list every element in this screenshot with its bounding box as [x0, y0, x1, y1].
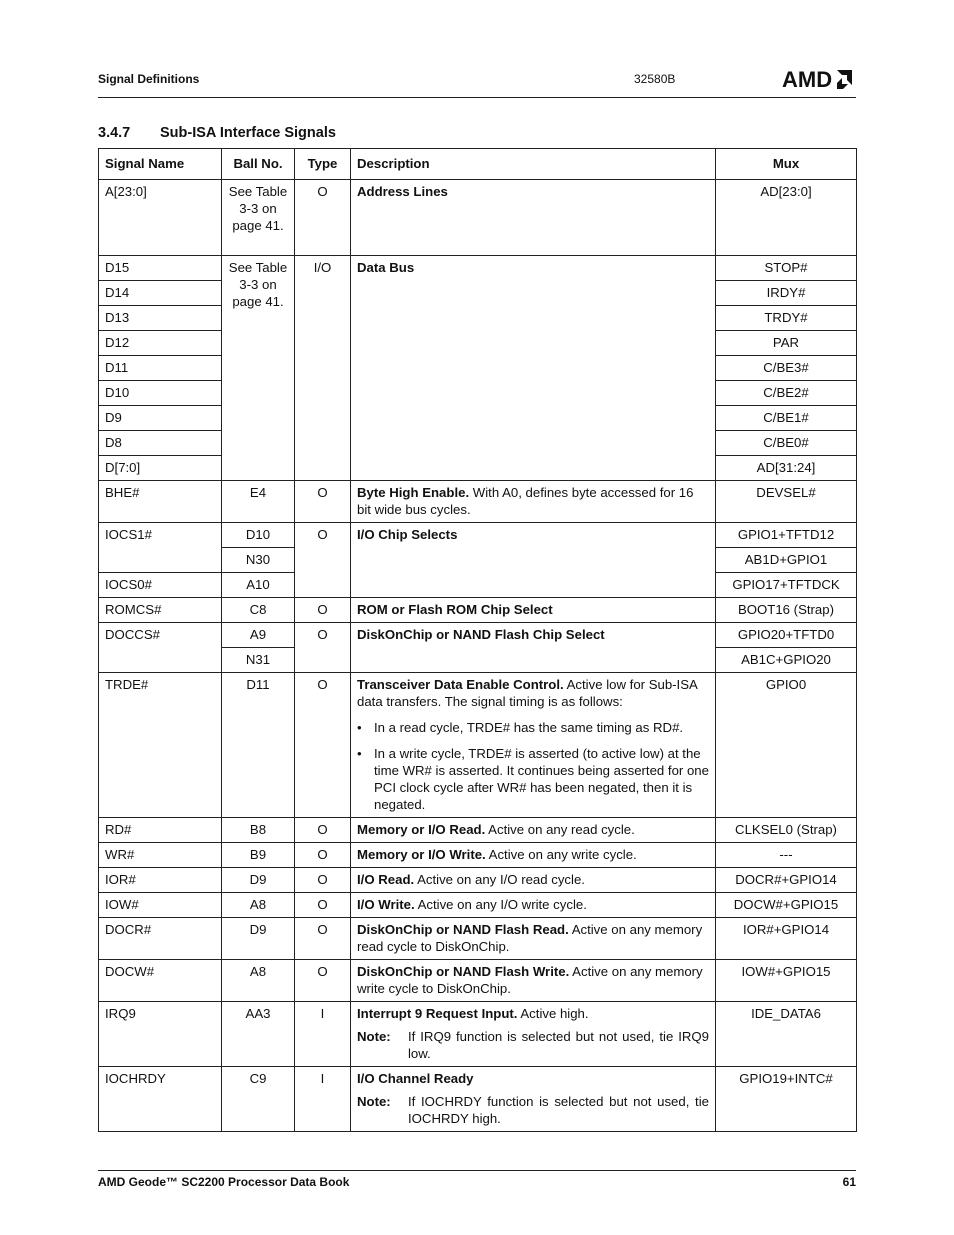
signal-name: DOCW#: [99, 960, 222, 1002]
description: [351, 868, 716, 893]
signal-name: TRDE#: [99, 673, 222, 818]
mux: IOR#+GPIO14: [716, 918, 857, 960]
description-bold: Data Bus: [357, 260, 415, 275]
signal-name: D8: [99, 431, 222, 456]
mux: STOP#: [716, 256, 857, 281]
signal-name: D[7:0]: [99, 456, 222, 481]
signal-table: [98, 148, 857, 1132]
description-text: Active on any I/O write cycle.: [414, 897, 587, 912]
table-row: [99, 598, 857, 623]
table-row: [99, 256, 857, 281]
signal-name: D9: [99, 406, 222, 431]
mux: AD[31:24]: [716, 456, 857, 481]
mux: GPIO19+INTC#: [716, 1067, 857, 1132]
signal-type: O: [295, 673, 351, 818]
description: [351, 918, 716, 960]
table-row: [99, 673, 857, 818]
description: [351, 893, 716, 918]
description-bold: I/O Write.: [357, 897, 415, 912]
bullet-item: [357, 745, 709, 813]
table-row: [99, 868, 857, 893]
signal-name: A[23:0]: [99, 180, 222, 256]
description-bold: DiskOnChip or NAND Flash Chip Select: [357, 627, 605, 642]
note: [357, 1093, 709, 1127]
mux: IDE_DATA6: [716, 1002, 857, 1067]
ball-no: D9: [222, 868, 295, 893]
col-header-signal-name: Signal Name: [99, 149, 222, 180]
description: [351, 1067, 716, 1132]
description-text: Active on any read cycle.: [485, 822, 635, 837]
bullet-icon: •: [357, 746, 362, 761]
mux: AD[23:0]: [716, 180, 857, 256]
mux: C/BE2#: [716, 381, 857, 406]
running-header-title: Signal Definitions: [98, 72, 200, 86]
description-bold: Transceiver Data Enable Control.: [357, 677, 564, 692]
ball-no: A8: [222, 893, 295, 918]
footer-book-title: AMD Geode™ SC2200 Processor Data Book: [98, 1175, 350, 1189]
mux: IOW#+GPIO15: [716, 960, 857, 1002]
signal-type: O: [295, 598, 351, 623]
bullet-icon: •: [357, 720, 362, 735]
note: [357, 1028, 709, 1062]
signal-name: D12: [99, 331, 222, 356]
mux: BOOT16 (Strap): [716, 598, 857, 623]
note-label: Note:: [357, 1094, 391, 1109]
description-bold: Address Lines: [357, 184, 448, 199]
col-header-description: Description: [351, 149, 716, 180]
description: [351, 481, 716, 523]
ball-no: See Table 3-3 on page 41.: [222, 256, 295, 481]
mux: C/BE1#: [716, 406, 857, 431]
description-text: Active on any memory read cycle to DiskOnChip.: [357, 922, 703, 954]
description-bold: Memory or I/O Read.: [357, 822, 486, 837]
signal-type: O: [295, 918, 351, 960]
ball-no: C8: [222, 598, 295, 623]
description: [351, 1002, 716, 1067]
ball-no: A9: [222, 623, 295, 648]
table-header-row: [99, 149, 857, 180]
description-paragraph: [357, 676, 709, 710]
footer-rule: [98, 1170, 856, 1171]
table-row: [99, 523, 857, 548]
signal-type: O: [295, 868, 351, 893]
mux: AB1C+GPIO20: [716, 648, 857, 673]
table-row: [99, 960, 857, 1002]
table-row: [99, 1067, 857, 1132]
description: [351, 598, 716, 623]
amd-arrow-icon: [833, 70, 852, 89]
table-row: [99, 818, 857, 843]
description-bold: Byte High Enable.: [357, 485, 470, 500]
signal-name: D14: [99, 281, 222, 306]
mux: GPIO1+TFTD12: [716, 523, 857, 548]
signal-name: RD#: [99, 818, 222, 843]
signal-name: IRQ9: [99, 1002, 222, 1067]
mux: CLKSEL0 (Strap): [716, 818, 857, 843]
description-bold: I/O Chip Selects: [357, 527, 458, 542]
col-header-mux: Mux: [716, 149, 857, 180]
mux: DOCW#+GPIO15: [716, 893, 857, 918]
description-bold: I/O Read.: [357, 872, 415, 887]
signal-type: I/O: [295, 256, 351, 481]
mux: PAR: [716, 331, 857, 356]
mux: IRDY#: [716, 281, 857, 306]
description-paragraph: [357, 1070, 709, 1087]
description-bold: I/O Channel Ready: [357, 1071, 474, 1086]
mux: GPIO0: [716, 673, 857, 818]
description-bold: DiskOnChip or NAND Flash Write.: [357, 964, 570, 979]
signal-type: O: [295, 623, 351, 673]
section-number: 3.4.7: [98, 125, 131, 141]
ball-no: N30: [222, 548, 295, 573]
col-header-type: Type: [295, 149, 351, 180]
table-row: [99, 1002, 857, 1067]
signal-name: DOCCS#: [99, 623, 222, 673]
description-paragraph: [357, 1005, 709, 1022]
ball-no: B8: [222, 818, 295, 843]
mux: TRDY#: [716, 306, 857, 331]
signal-name: IOCS0#: [99, 573, 222, 598]
signal-name: DOCR#: [99, 918, 222, 960]
header-rule: [98, 97, 856, 98]
table-row: [99, 918, 857, 960]
description: [351, 818, 716, 843]
description-bold: DiskOnChip or NAND Flash Read.: [357, 922, 569, 937]
description-text: Active on any write cycle.: [485, 847, 637, 862]
signal-type: O: [295, 893, 351, 918]
description: [351, 623, 716, 673]
description: [351, 843, 716, 868]
document-number: 32580B: [634, 72, 676, 86]
signal-type: O: [295, 818, 351, 843]
table-row: [99, 623, 857, 648]
bullet-item: [357, 719, 709, 736]
ball-no: See Table 3-3 on page 41.: [222, 180, 295, 256]
ball-no: D9: [222, 918, 295, 960]
ball-no: B9: [222, 843, 295, 868]
section-heading: [98, 125, 336, 141]
description-bold: Interrupt 9 Request Input.: [357, 1006, 518, 1021]
mux: AB1D+GPIO1: [716, 548, 857, 573]
signal-name: IOCS1#: [99, 523, 222, 573]
signal-type: O: [295, 180, 351, 256]
mux: C/BE0#: [716, 431, 857, 456]
description-bold: ROM or Flash ROM Chip Select: [357, 602, 553, 617]
signal-name: WR#: [99, 843, 222, 868]
ball-no: D10: [222, 523, 295, 548]
signal-name: ROMCS#: [99, 598, 222, 623]
description-text: Active on any memory write cycle to DiskOnChip.: [357, 964, 703, 996]
mux: DEVSEL#: [716, 481, 857, 523]
table-row: [99, 481, 857, 523]
signal-name: D13: [99, 306, 222, 331]
table-row: [99, 180, 857, 256]
table-row: [99, 893, 857, 918]
signal-name: IOW#: [99, 893, 222, 918]
mux: GPIO17+TFTDCK: [716, 573, 857, 598]
ball-no: D11: [222, 673, 295, 818]
signal-type: O: [295, 843, 351, 868]
description-text: Active on any I/O read cycle.: [414, 872, 585, 887]
ball-no: A8: [222, 960, 295, 1002]
signal-name: BHE#: [99, 481, 222, 523]
description: [351, 960, 716, 1002]
mux: DOCR#+GPIO14: [716, 868, 857, 893]
amd-logo: [782, 67, 852, 93]
ball-no: E4: [222, 481, 295, 523]
description: [351, 673, 716, 818]
description: [351, 180, 716, 256]
signal-type: I: [295, 1067, 351, 1132]
footer-page-number: 61: [842, 1175, 856, 1189]
description-bold: Memory or I/O Write.: [357, 847, 486, 862]
signal-type: O: [295, 523, 351, 598]
note-text: If IRQ9 function is selected but not used, tie IRQ9 low.: [408, 1029, 709, 1061]
bullet-text: In a write cycle, TRDE# is asserted (to active low) at the time WR# is asserted. It continues being asserted for one PCI clock cycle after WR# has been negated, then it is negated.: [374, 746, 709, 812]
description: [351, 523, 716, 598]
col-header-ball-no: Ball No.: [222, 149, 295, 180]
signal-name: D11: [99, 356, 222, 381]
description: [351, 256, 716, 481]
description-text: Active low for Sub-ISA data transfers. The signal timing is as follows:: [357, 677, 698, 709]
section-title: Sub-ISA Interface Signals: [160, 125, 336, 141]
signal-name: IOR#: [99, 868, 222, 893]
ball-no: C9: [222, 1067, 295, 1132]
description-text: With A0, defines byte accessed for 16 bit wide bus cycles.: [357, 485, 694, 517]
signal-name: D10: [99, 381, 222, 406]
signal-type: O: [295, 481, 351, 523]
mux: GPIO20+TFTD0: [716, 623, 857, 648]
bullet-text: In a read cycle, TRDE# has the same timing as RD#.: [374, 720, 684, 735]
note-text: If IOCHRDY function is selected but not used, tie IOCHRDY high.: [408, 1094, 709, 1126]
ball-no: AA3: [222, 1002, 295, 1067]
ball-no: A10: [222, 573, 295, 598]
signal-type: O: [295, 960, 351, 1002]
mux: ---: [716, 843, 857, 868]
signal-type: I: [295, 1002, 351, 1067]
amd-logo-text: AMD: [782, 67, 833, 92]
description-text: Active high.: [517, 1006, 589, 1021]
signal-name: D15: [99, 256, 222, 281]
signal-name: IOCHRDY: [99, 1067, 222, 1132]
ball-no: N31: [222, 648, 295, 673]
mux: C/BE3#: [716, 356, 857, 381]
table-row: [99, 843, 857, 868]
note-label: Note:: [357, 1029, 391, 1044]
